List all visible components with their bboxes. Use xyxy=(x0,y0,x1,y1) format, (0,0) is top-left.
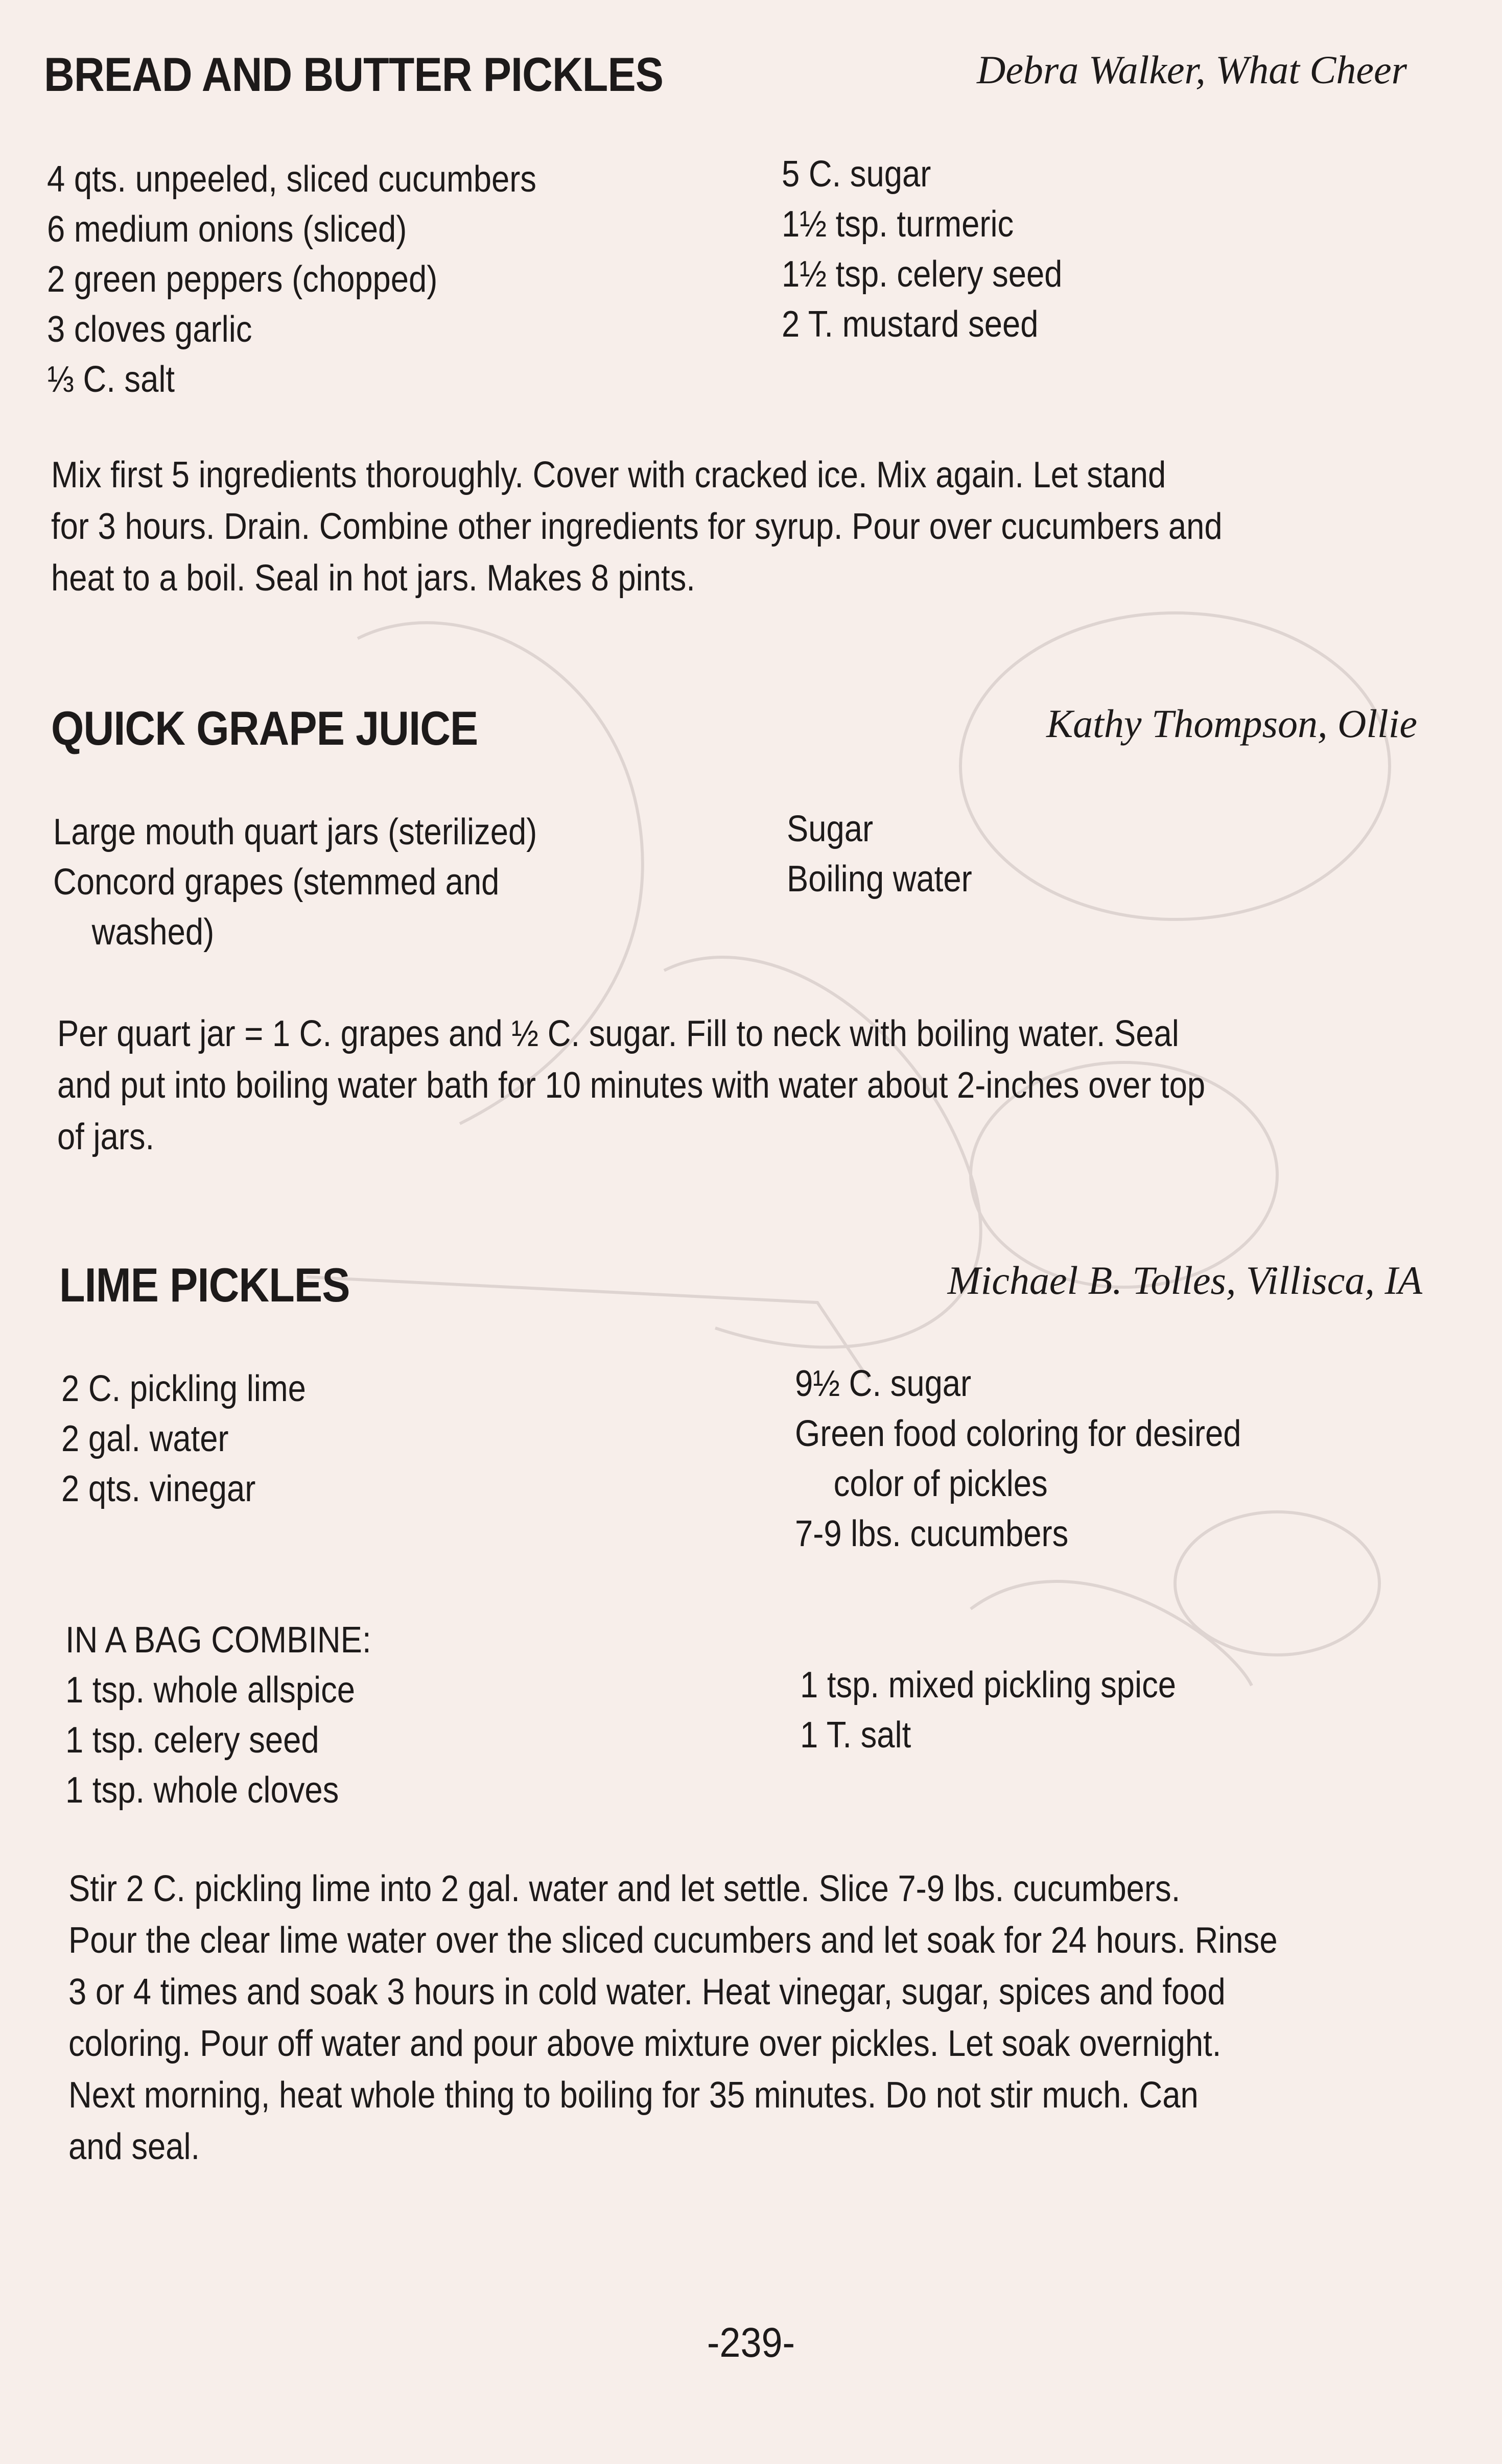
ingredient: ⅓ C. salt xyxy=(47,359,175,400)
recipe-contributor: Kathy Thompson, Ollie xyxy=(1046,701,1417,746)
recipe-directions: Stir 2 C. pickling lime into 2 gal. water and let settle. Slice 7-9 lbs. cucumbers. Pour the clear lime water over the sliced cucumbers and let soak for 24 hours. Rinse 3 or 4 times and soak 3 hours in cold water. Heat vinegar, sugar, spices and food coloring. Pour off water and pour above mixture over pickles. Let soak overnight. Next morning, heat whole thing to boiling for 35 minutes. Do not stir much. Can and seal. xyxy=(68,1868,1278,2167)
recipe-title: LIME PICKLES xyxy=(59,1258,350,1312)
ingredient: washed) xyxy=(91,912,215,953)
recipe-contributor: Michael B. Tolles, Villisca, IA xyxy=(947,1258,1422,1302)
ingredients-right xyxy=(795,1359,1302,1559)
ingredient: 4 qts. unpeeled, sliced cucumbers xyxy=(47,159,536,200)
ingredient: 2 green peppers (chopped) xyxy=(47,259,438,300)
ingredient: 2 C. pickling lime xyxy=(61,1368,306,1409)
ingredient: 1½ tsp. turmeric xyxy=(782,204,1014,245)
ingredient: 7-9 lbs. cucumbers xyxy=(795,1513,1069,1554)
ingredients-right xyxy=(782,149,1100,349)
bag-ingredients-left xyxy=(65,1615,413,1815)
ingredients-right xyxy=(787,804,997,904)
ingredient: color of pickles xyxy=(833,1463,1048,1504)
ingredient: 6 medium onions (sliced) xyxy=(47,209,407,250)
ingredient: Boiling water xyxy=(787,859,972,899)
ingredients-left xyxy=(47,154,603,405)
bag-ingredients-right xyxy=(800,1660,1227,1760)
page-number: -239- xyxy=(707,2319,795,2366)
ingredient: 1 tsp. mixed pickling spice xyxy=(800,1665,1177,1705)
ingredients-left xyxy=(61,1364,339,1514)
ingredient: 9½ C. sugar xyxy=(795,1363,972,1404)
ingredient: 3 cloves garlic xyxy=(47,309,252,350)
ingredient: 1 tsp. celery seed xyxy=(65,1720,319,1761)
bag-heading: IN A BAG COMBINE: xyxy=(65,1620,371,1661)
ingredient: 2 gal. water xyxy=(61,1418,229,1459)
ingredient: 1 tsp. whole allspice xyxy=(65,1670,356,1711)
ingredients-left xyxy=(53,807,603,957)
ingredient: Concord grapes (stemmed and xyxy=(53,862,500,903)
ingredient: 2 T. mustard seed xyxy=(782,304,1039,345)
recipe-contributor: Debra Walker, What Cheer xyxy=(976,48,1407,92)
recipe-title: QUICK GRAPE JUICE xyxy=(51,701,478,755)
ingredient: 5 C. sugar xyxy=(782,154,931,195)
ingredient: Green food coloring for desired xyxy=(795,1413,1241,1454)
recipe-title: BREAD AND BUTTER PICKLES xyxy=(44,48,664,101)
recipe-directions: Per quart jar = 1 C. grapes and ½ C. sugar. Fill to neck with boiling water. Seal and put into boiling water bath for 10 minutes with water about 2-inches over top of jars. xyxy=(57,1013,1206,1157)
ingredient: Sugar xyxy=(787,809,874,849)
ingredient: 1½ tsp. celery seed xyxy=(782,254,1063,295)
recipe-directions: Mix first 5 ingredients thoroughly. Cover with cracked ice. Mix again. Let stand for 3 hours. Drain. Combine other ingredients for syrup. Pour over cucumbers and heat to a boil. Seal in hot jars. Makes 8 pints. xyxy=(51,455,1223,599)
ingredient: 1 tsp. whole cloves xyxy=(65,1770,339,1811)
ingredient: 2 qts. vinegar xyxy=(61,1468,256,1509)
ingredient: 1 T. salt xyxy=(800,1715,911,1756)
ingredient: Large mouth quart jars (sterilized) xyxy=(53,812,537,852)
